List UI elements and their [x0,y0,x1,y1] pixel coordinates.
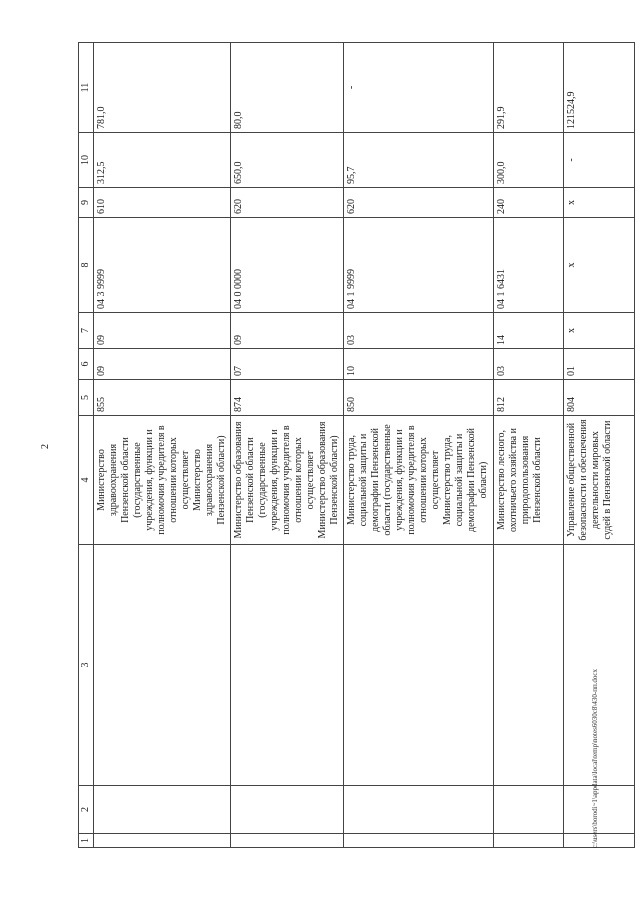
cell-col3 [494,545,564,786]
recipient-name: Министерство образования Пензенской области (государственные учреждения, функции и полномочия учредителя в отношении которых осуществляет Министерство образования Пензенской области) [231,416,344,545]
cell-col2 [94,786,231,834]
page-number: 2 [40,444,51,449]
cell-subsection: 09 [231,313,344,349]
cell-amount-2: - [344,43,494,133]
column-header: 4 [79,416,94,545]
cell-target-article: x [564,218,635,313]
cell-col2 [344,786,494,834]
cell-col2 [231,786,344,834]
column-header: 7 [79,313,94,349]
file-path-footer: c:\users\borodi~1\appdata\local\temp\notes6030c8\430-пп.docx [591,668,599,848]
cell-target-article: 04 1 9999 [344,218,494,313]
cell-expense-type: 620 [344,188,494,218]
cell-amount-1: 650,0 [231,133,344,188]
cell-col1 [564,834,635,848]
table-row [494,43,564,848]
cell-section: 07 [231,349,344,380]
cell-section: 01 [564,349,635,380]
cell-amount-1: 312,5 [94,133,231,188]
column-header: 2 [79,786,94,834]
column-header: 5 [79,380,94,416]
table-row [231,43,344,848]
cell-target-article: 04 1 6431 [494,218,564,313]
cell-expense-type: 610 [94,188,231,218]
cell-target-article: 04 0 0000 [231,218,344,313]
cell-col1 [344,834,494,848]
cell-grbs: 874 [231,380,344,416]
column-header: 1 [79,834,94,848]
cell-amount-2: 781,0 [94,43,231,133]
cell-col1 [231,834,344,848]
column-header: 9 [79,188,94,218]
table-row [564,43,635,848]
cell-col2 [564,786,635,834]
cell-amount-2: 291,9 [494,43,564,133]
table-row [344,43,494,848]
cell-amount-2: 121524,9 [564,43,635,133]
cell-grbs: 812 [494,380,564,416]
cell-col3 [344,545,494,786]
cell-amount-1: - [564,133,635,188]
column-header: 10 [79,133,94,188]
cell-amount-1: 95,7 [344,133,494,188]
cell-subsection: 03 [344,313,494,349]
column-header: 3 [79,545,94,786]
budget-table [78,42,635,848]
column-header: 11 [79,43,94,133]
cell-target-article: 04 3 9999 [94,218,231,313]
cell-grbs: 855 [94,380,231,416]
cell-subsection: x [564,313,635,349]
column-header: 8 [79,218,94,313]
cell-col3 [231,545,344,786]
cell-subsection: 09 [94,313,231,349]
recipient-name: Управление общественной безопасности и обеспечения деятельности мировых судей в Пензенской области [564,416,635,545]
column-number-row [79,43,94,848]
cell-amount-1: 300,0 [494,133,564,188]
cell-section: 03 [494,349,564,380]
cell-expense-type: 240 [494,188,564,218]
budget-table-container [78,43,613,848]
column-header: 6 [79,349,94,380]
cell-section: 10 [344,349,494,380]
cell-grbs: 850 [344,380,494,416]
cell-col2 [494,786,564,834]
recipient-name: Министерство труда, социальной защиты и демографии Пензенской области (государственные учреждения, функции и полномочия учредителя в отношении которых осуществляет Министерство труда, социальной защиты и демографии Пензенской области) [344,416,494,545]
cell-amount-2: 80,0 [231,43,344,133]
cell-expense-type: x [564,188,635,218]
cell-subsection: 14 [494,313,564,349]
cell-expense-type: 620 [231,188,344,218]
cell-section: 09 [94,349,231,380]
recipient-name: Министерство лесного, охотничьего хозяйства и природопользования Пензенской области [494,416,564,545]
cell-col1 [94,834,231,848]
recipient-name: Министерство здравоохранения Пензенской области (государственные учреждения, функции и полномочия учредителя в отношении которых осуществляет Министерство здравоохранения Пензенской области) [94,416,231,545]
table-row [94,43,231,848]
cell-col3 [94,545,231,786]
cell-col3 [564,545,635,786]
cell-grbs: 804 [564,380,635,416]
cell-col1 [494,834,564,848]
